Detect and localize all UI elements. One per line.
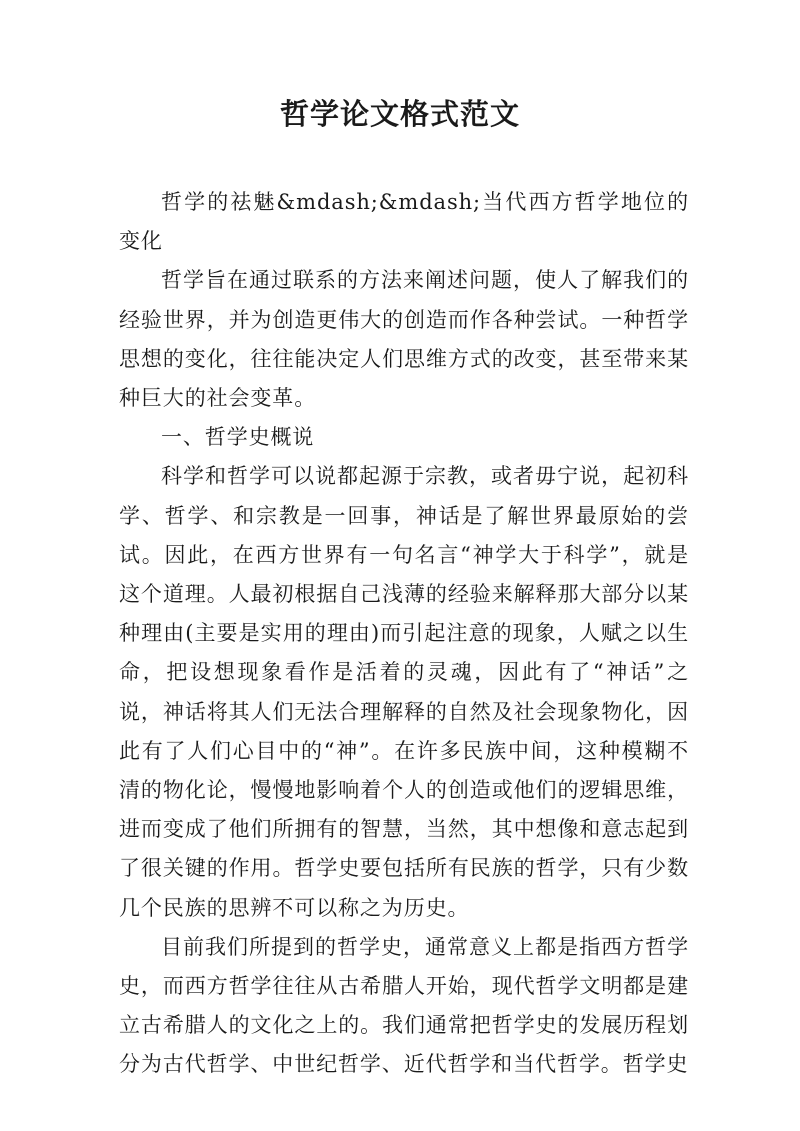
- intro-paragraph: 哲学旨在通过联系的方法来阐述问题，使人了解我们的经验世界，并为创造更伟大的创造而作各种尝试。一种哲学思想的变化，往往能决定人们思维方式的改变，甚至带来某种巨大的社会变革。: [119, 268, 689, 411]
- subtitle-paragraph: 哲学的祛魅&mdash;&mdash;当代西方哲学地位的变化: [119, 190, 689, 254]
- body-paragraph: 科学和哲学可以说都起源于宗教，或者毋宁说，起初科学、哲学、和宗教是一回事，神话是了解世界最原始的尝试。因此，在西方世界有一句名言“神学大于科学”，就是这个道理。人最初根据自己浅薄的经验来解释那大部分以某种理由(主要是实用的理由)而引起注意的现象，人赋之以生命，把设想现象看作是活着的灵魂，因此有了“神话”之说，神话将其人们无法合理解释的自然及社会现象物化，因此有了人们心目中的“神”。在许多民族中间，这种模糊不清的物化论，慢慢地影响着个人的创造或他们的逻辑思维，进而变成了他们所拥有的智慧，当然，其中想像和意志起到了很关键的作用。哲学史要包括所有民族的哲学，只有少数几个民族的思辨不可以称之为历史。: [119, 464, 689, 920]
- body-paragraph: 目前我们所提到的哲学史，通常意义上都是指西方哲学史，而西方哲学往往从古希腊人开始，现代哲学文明都是建立古希腊人的文化之上的。我们通常把哲学史的发展历程划分为古代哲学、中世纪哲学、近代哲学和当代哲学。哲学史: [119, 934, 689, 1077]
- section-heading: 一、哲学史概说: [161, 425, 315, 450]
- document-body: [119, 183, 689, 1085]
- document-title: 哲学论文格式范文: [279, 97, 520, 131]
